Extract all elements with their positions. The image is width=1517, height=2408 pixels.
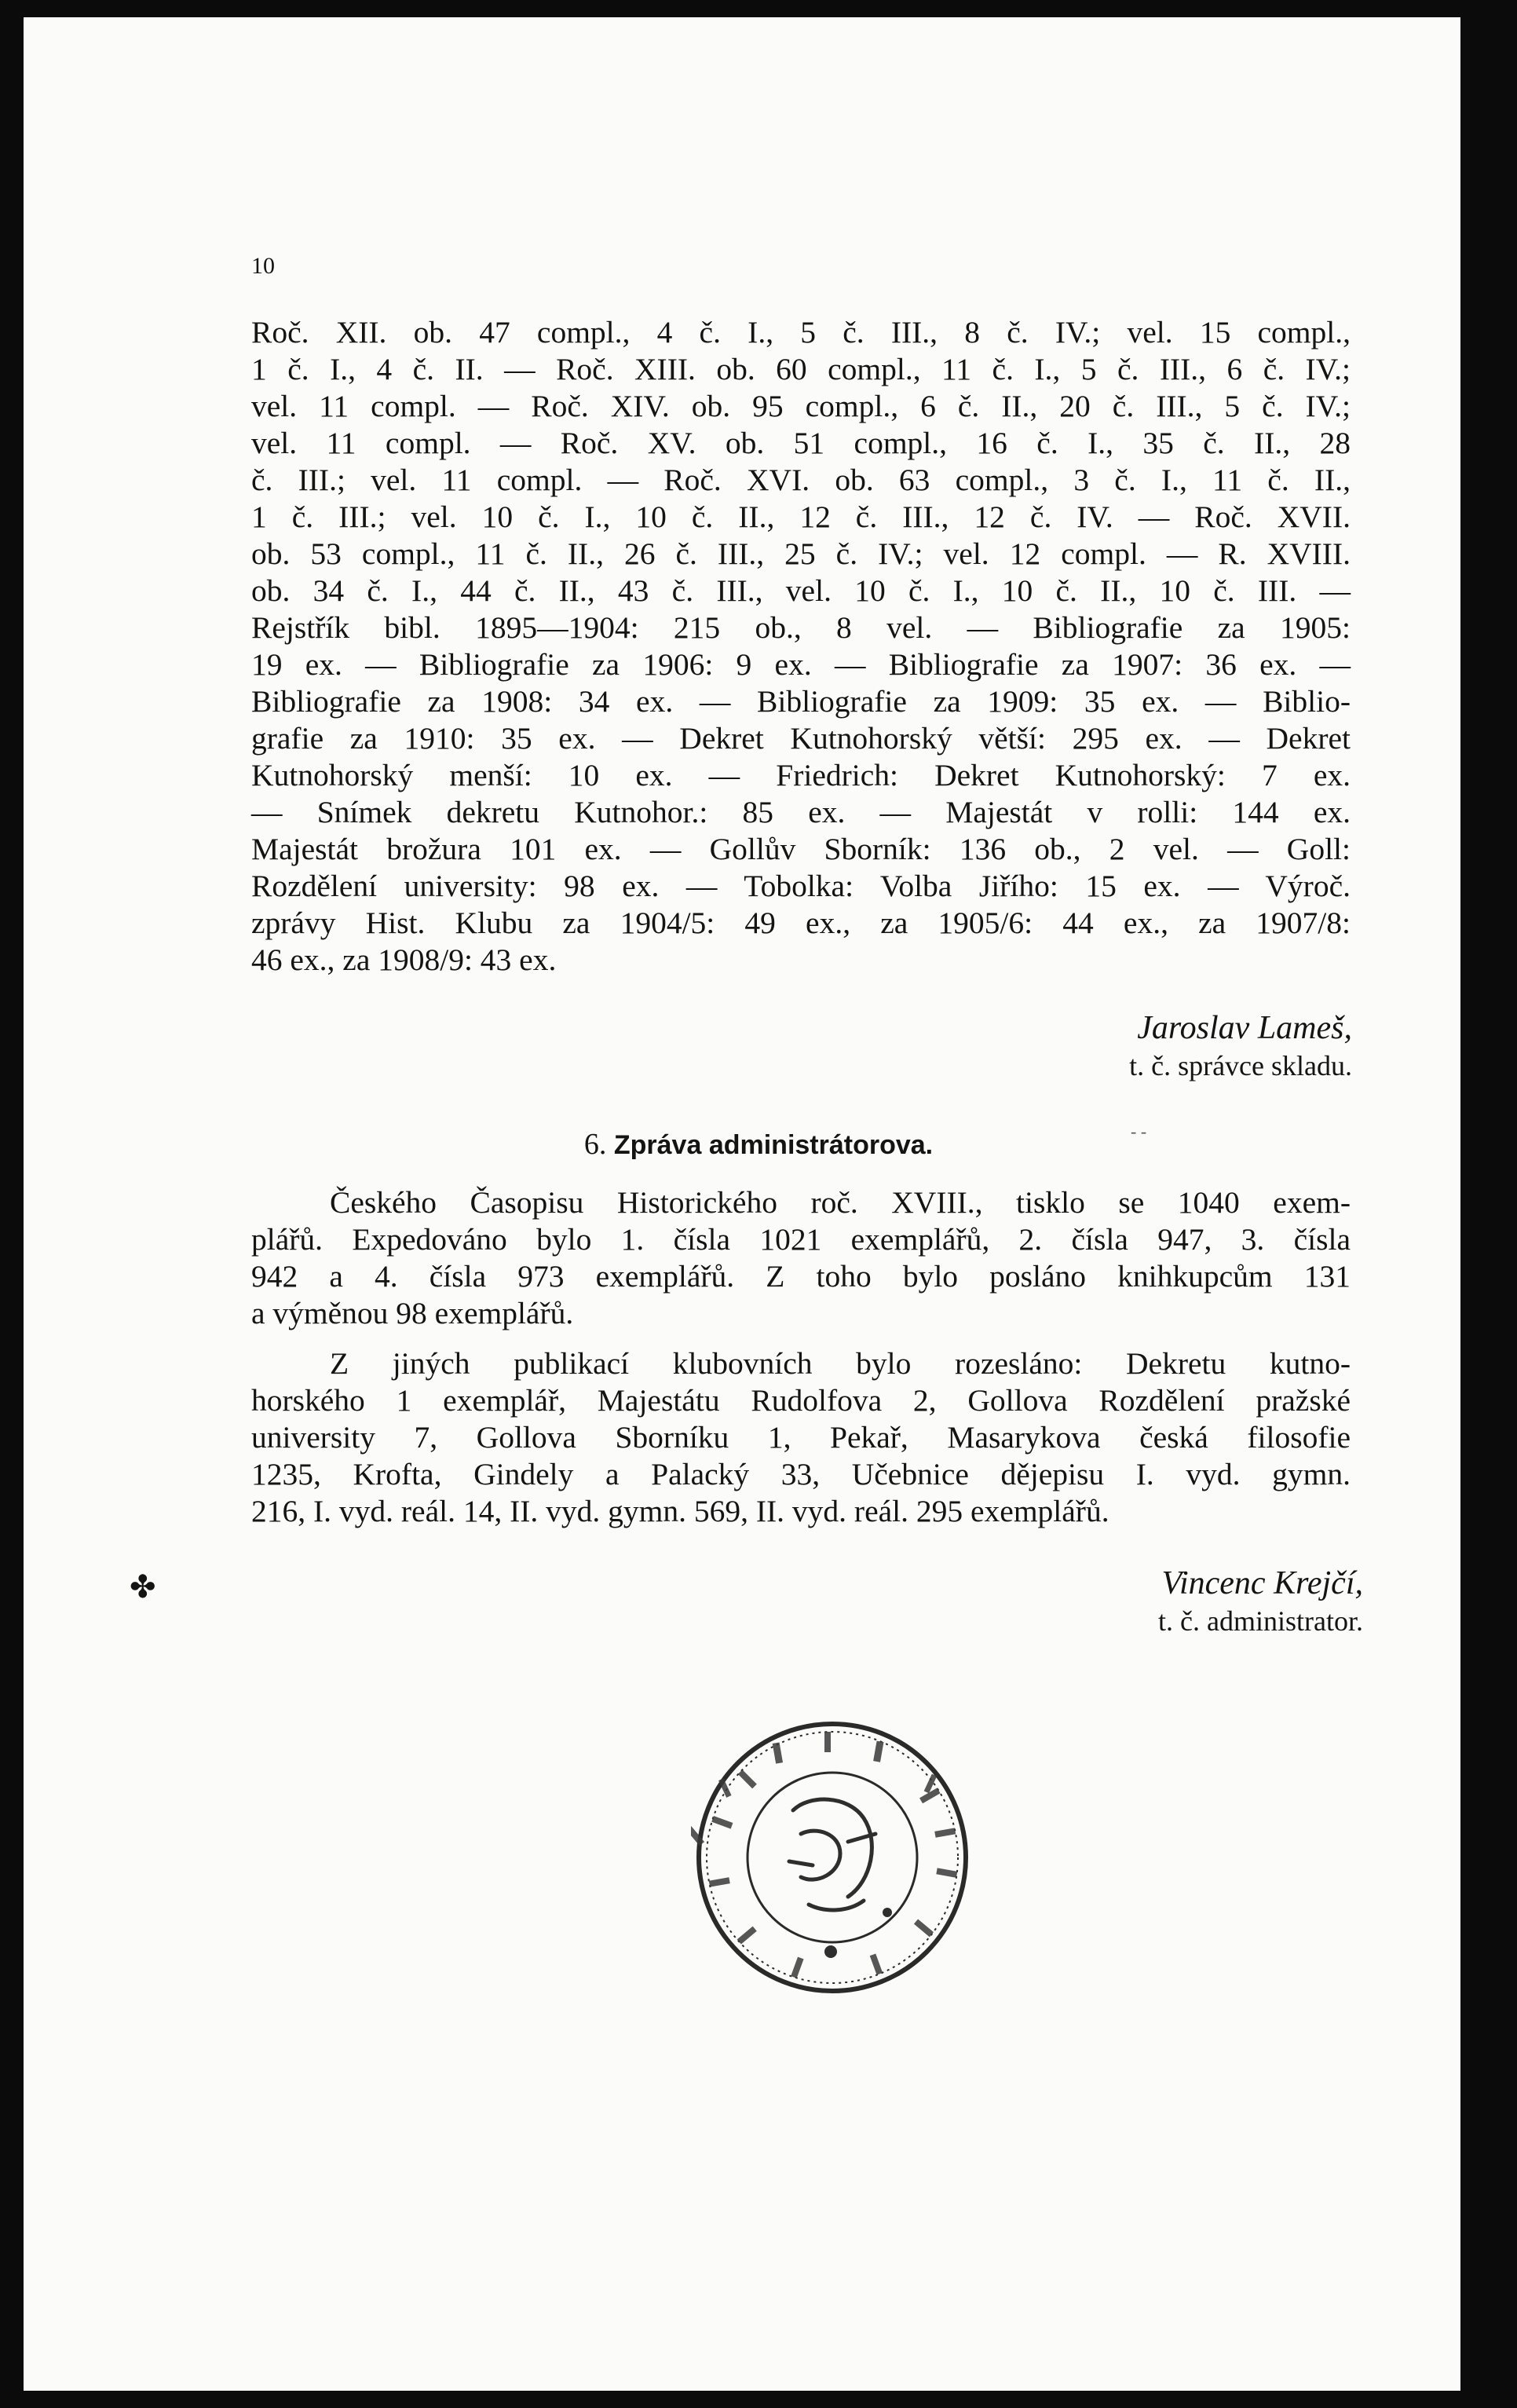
text-line: ob. 53 compl., 11 č. II., 26 č. III., 25 č. IV.; vel. 12 compl. — R. XVIII. [251, 536, 1351, 571]
text-line: Z jiných publikací klubovních bylo rozesláno: Dekretu kutno- [330, 1346, 1351, 1381]
section-heading [0, 1127, 1517, 1162]
text-line: Rozdělení university: 98 ex. — Tobolka: Volba Jiřího: 15 ex. — Výroč. [251, 869, 1351, 903]
text-line: Kutnohorský menší: 10 ex. — Friedrich: Dekret Kutnohorský: 7 ex. [251, 758, 1351, 792]
section-title: Zpráva administrátorova. [613, 1130, 934, 1160]
text-line: grafie za 1910: 35 ex. — Dekret Kutnohorský větší: 295 ex. — Dekret [251, 721, 1351, 756]
text-line: vel. 11 compl. — Roč. XIV. ob. 95 compl., 6 č. II., 20 č. III., 5 č. IV.; [251, 389, 1351, 423]
text-line: Českého Časopisu Historického roč. XVIII., tisklo se 1040 exem- [330, 1185, 1351, 1220]
paragraph-print-run [251, 1184, 1351, 1332]
text-line: 216, I. vyd. reál. 14, II. vyd. gymn. 569, II. vyd. reál. 295 exemplářů. [251, 1494, 1109, 1528]
text-line: 1235, Krofta, Gindely a Palacký 33, Učebnice dějepisu I. vyd. gymn. [251, 1457, 1351, 1491]
text-line: vel. 11 compl. — Roč. XV. ob. 51 compl., 16 č. I., 35 č. II., 28 [251, 426, 1351, 460]
page-number: 10 [251, 253, 275, 279]
text-line: Majestát brožura 101 ex. — Gollův Sborník: 136 ob., 2 vel. — Goll: [251, 832, 1351, 866]
signature-name: Jaroslav Lameš, [1137, 1010, 1352, 1046]
print-speck: - ‑ [1131, 1122, 1147, 1141]
text-line: plářů. Expedováno bylo 1. čísla 1021 exemplářů, 2. čísla 947, 3. čísla [251, 1222, 1351, 1257]
signature-name: Vincenc Krejčí, [1161, 1565, 1363, 1601]
text-line: a výměnou 98 exemplářů. [251, 1296, 574, 1330]
text-line: Roč. XII. ob. 47 compl., 4 č. I., 5 č. III., 8 č. IV.; vel. 15 compl., [251, 315, 1351, 349]
text-line: 1 č. I., 4 č. II. — Roč. XIII. ob. 60 compl., 11 č. I., 5 č. III., 6 č. IV.; [251, 352, 1351, 386]
library-stamp-icon [691, 1716, 974, 1999]
paragraph-inventory [251, 314, 1351, 979]
text-line: Bibliografie za 1908: 34 ex. — Bibliografie za 1909: 35 ex. — Biblio- [251, 684, 1351, 719]
text-line: zprávy Hist. Klubu za 1904/5: 49 ex., za 1905/6: 44 ex., za 1907/8: [251, 906, 1351, 940]
signature-warehouse-manager [1129, 1008, 1352, 1083]
text-line: university 7, Gollova Sborníku 1, Pekař, Masarykova česká filosofie [251, 1420, 1351, 1455]
text-line: Rejstřík bibl. 1895—1904: 215 ob., 8 vel. — Bibliografie za 1905: [251, 610, 1351, 645]
text-line: 19 ex. — Bibliografie za 1906: 9 ex. — Bibliografie za 1907: 36 ex. — [251, 647, 1351, 682]
section-number: 6. [583, 1128, 607, 1161]
text-line: ob. 34 č. I., 44 č. II., 43 č. III., vel. 10 č. I., 10 č. II., 10 č. III. — [251, 573, 1351, 608]
signature-role: t. č. administrator. [1158, 1605, 1363, 1637]
paragraph-publications [251, 1345, 1351, 1530]
signature-administrator [1158, 1563, 1363, 1638]
text-line: 942 a 4. čísla 973 exemplářů. Z toho bylo posláno knihkupcům 131 [251, 1259, 1351, 1294]
text-line: 46 ex., za 1908/9: 43 ex. [251, 942, 557, 977]
margin-mark-icon: ✤ [130, 1569, 156, 1605]
text-line: č. III.; vel. 11 compl. — Roč. XVI. ob. 63 compl., 3 č. I., 11 č. II., [251, 463, 1351, 497]
text-line: — Snímek dekretu Kutnohor.: 85 ex. — Majestát v rolli: 144 ex. [251, 795, 1351, 829]
text-line: 1 č. III.; vel. 10 č. I., 10 č. II., 12 č. III., 12 č. IV. — Roč. XVII. [251, 500, 1351, 534]
text-line: horského 1 exemplář, Majestátu Rudolfova 2, Gollova Rozdělení pražské [251, 1383, 1351, 1418]
signature-role: t. č. správce skladu. [1129, 1050, 1352, 1081]
